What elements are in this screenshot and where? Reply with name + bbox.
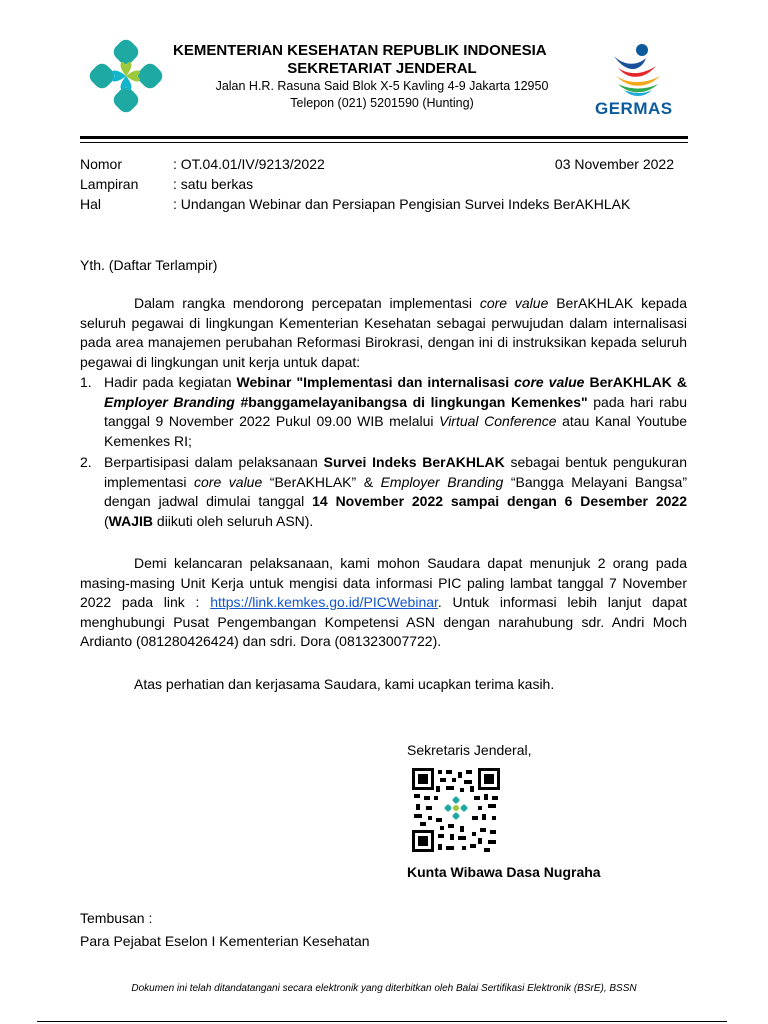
tembusan-label: Tembusan : [80, 910, 153, 926]
page-bottom-line [37, 1021, 727, 1022]
germas-logo-text: GERMAS [595, 99, 673, 118]
recipient: Yth. (Daftar Terlampir) [80, 257, 218, 273]
address: Jalan H.R. Rasuna Said Blok X-5 Kavling 4-9 Jakarta 12950 [215, 79, 549, 93]
lampiran-label: Lampiran [80, 176, 139, 192]
nomor-row [80, 156, 688, 174]
electronic-signature-note: Dokumen ini telah ditandatangani secara elektronik yang diterbitkan oleh Balai Sertifikasi Elektronik (BSrE), BSSN [131, 983, 637, 994]
pic-webinar-link[interactable]: https://link.kemkes.go.id/PICWebinar [210, 594, 438, 611]
letter-date: 03 November 2022 [554, 156, 674, 172]
hal-value: : Undangan Webinar dan Persiapan Pengisian Survei Indeks BerAKHLAK [173, 196, 631, 212]
tembusan-value: Para Pejabat Eselon I Kementerian Kesehatan [80, 933, 370, 949]
lampiran-value: : satu berkas [173, 176, 254, 192]
closing-sentence: Atas perhatian dan kerjasama Saudara, kami ucapkan terima kasih. [134, 676, 555, 692]
qr-code-icon [412, 768, 500, 852]
lampiran-row [80, 176, 688, 194]
hal-row [80, 196, 688, 214]
signatory-name: Kunta Wibawa Dasa Nugraha [407, 864, 601, 880]
header-divider-thin [80, 142, 688, 143]
nomor-label: Nomor [80, 156, 123, 172]
list-item-2: 2. Berpartisipasi dalam pelaksanaan Survei Indeks BerAKHLAK sebagai bentuk pengukuran implementasi core value “BerAKHLAK” & Employer Branding “Bangga Melayani Bangsa” dengan jadwal dimulai tanggal 14 November 2022 sampai dengan 6 Desember 2022 (WAJIB diikuti oleh seluruh ASN). [80, 454, 688, 529]
germas-logo-icon [606, 42, 666, 98]
list-item-1: 1. Hadir pada kegiatan Webinar "Implementasi dan internalisasi core value BerAKHLAK & Employer Branding #banggamelayanibangsa di lingkungan Kemenkes" pada hari rabu tanggal 9 November 2022 Pukul 09.00 WIB melalui Virtual Conference atau Kanal Youtube Kemenkes RI; [80, 374, 688, 449]
phone: Telepon (021) 5201590 (Hunting) [290, 96, 474, 110]
header-divider-thick [80, 136, 688, 139]
unit-name: SEKRETARIAT JENDERAL [287, 60, 477, 77]
kemenkes-logo [88, 38, 164, 114]
nomor-value: : OT.04.01/IV/9213/2022 [173, 156, 325, 172]
hal-label: Hal [80, 196, 102, 212]
paragraph-instructions: Demi kelancaran pelaksanaan, kami mohon Saudara dapat menunjuk 2 orang pada masing-masing Unit Kerja untuk mengisi data informasi PIC paling lambat tanggal 7 November 2022 pada link : https://link.kemkes.go.id/PICWebinar. Untuk informasi lebih lanjut dapat menghubungi Pusat Pengembangan Kompetensi ASN dengan narahubung sdr. Andri Moch Ardianto (081280426424) dan sdri. Dora (081323007722). [80, 555, 687, 650]
paragraph-intro: Dalam rangka mendorong percepatan implementasi core value BerAKHLAK kepada seluruh pegawai di lingkungan Kementerian Kesehatan sebagai perwujudan dalam internalisasi pada area manajemen perubahan Reformasi Birokrasi, dengan ini di instruksikan kepada seluruh pegawai di lingkungan unit kerja untuk dapat: [80, 295, 687, 370]
ministry-name: KEMENTERIAN KESEHATAN REPUBLIK INDONESIA [173, 42, 547, 59]
signature-title: Sekretaris Jenderal, [407, 742, 532, 758]
